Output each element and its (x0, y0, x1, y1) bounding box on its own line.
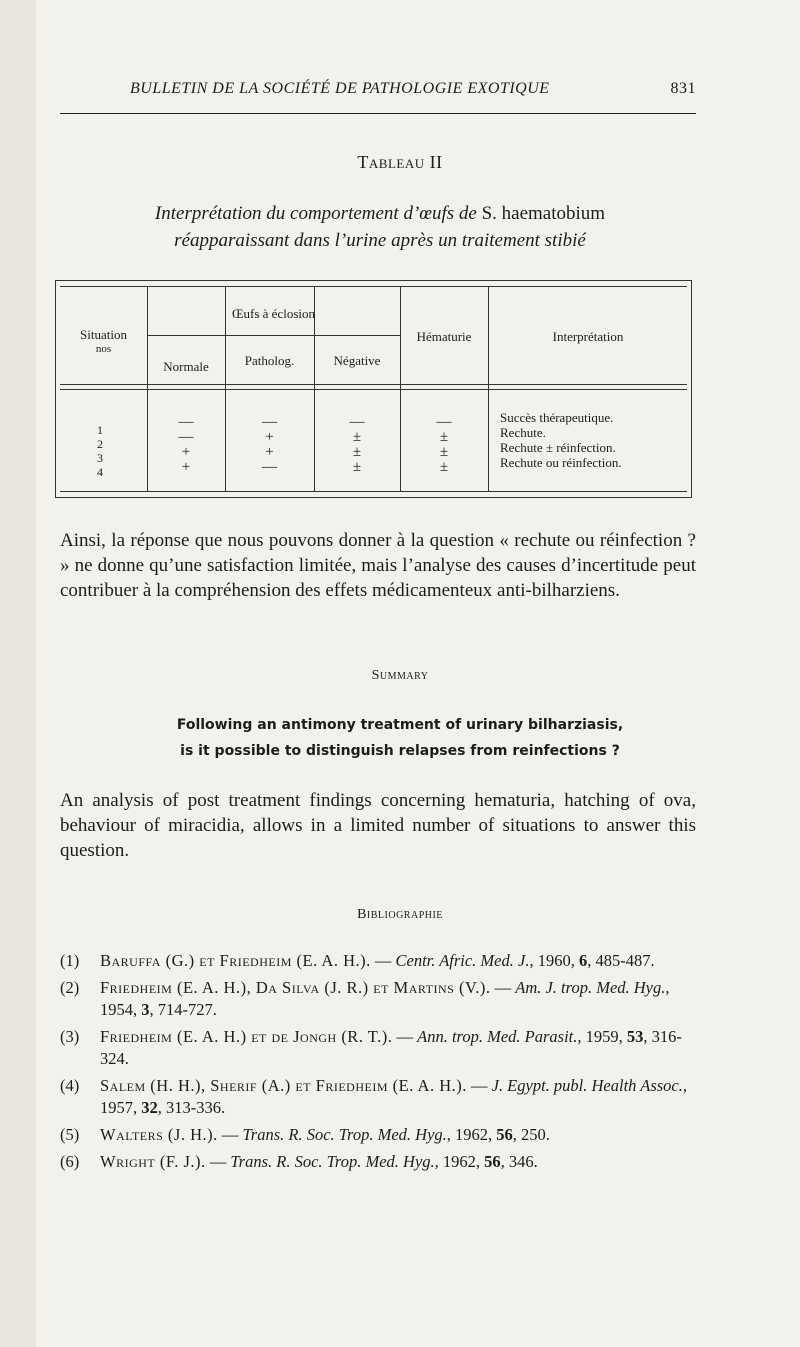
col-hematurie: — ± ± ± (436, 414, 452, 475)
reference-item: (4) Salem (H. H.), Sherif (A.) et Friedheim (E. A. H.). — J. Egypt. publ. Health Assoc., 1957, 32, 313-336. (60, 1076, 687, 1117)
table-row: 2 (97, 437, 103, 451)
running-title: BULLETIN DE LA SOCIÉTÉ DE PATHOLOGIE EXOTIQUE (130, 80, 550, 97)
caption-part1: Interprétation du comportement d’œufs de (154, 203, 482, 224)
table-row: 1 (97, 423, 103, 437)
col-normale: — — + + (178, 414, 194, 475)
row-numbers (80, 423, 120, 479)
col-interpretation: Succès thérapeutique. Rechute. Rechute ± réinfection. Rechute ou réinfection. (500, 410, 622, 470)
interpretation-table (55, 280, 692, 498)
summary-paragraph: An analysis of post treatment findings concerning hematuria, hatching of ova, behaviour of miracidia, allows in a limited number of situations to answer this question. (60, 790, 696, 861)
table-row: 4 (97, 465, 103, 479)
reference-item: (2) Friedheim (E. A. H.), Da Silva (J. R.) et Martins (V.). — Am. J. trop. Med. Hyg., 1954, 3, 714-727. (60, 978, 670, 1019)
col-negative: — ± ± ± (349, 414, 365, 475)
header-situation: Situation nos (80, 327, 127, 355)
header-normale: Normale (163, 359, 209, 374)
caption-part2: réapparaissant dans l’urine après un traitement stibié (174, 230, 586, 251)
bibliography-list (60, 950, 700, 1178)
col-patholog: — + + — (262, 414, 277, 475)
summary-question: Following an antimony treatment of urinary bilharziasis, is it possible to distinguish relapses from reinfections ? (176, 717, 624, 759)
header-oeufs: Œufs à éclosion (231, 306, 316, 321)
header-hematurie: Hématurie (416, 329, 472, 344)
header-negative: Négative (333, 353, 381, 368)
summary-title: Summary (371, 668, 429, 683)
bibliography-title: Bibliographie (357, 907, 443, 922)
table-row: 3 (97, 451, 103, 465)
table-caption (60, 200, 700, 254)
reference-item: (5) Walters (J. H.). — Trans. R. Soc. Trop. Med. Hyg., 1962, 56, 250. (60, 1125, 550, 1144)
reference-item: (3) Friedheim (E. A. H.) et de Jongh (R. T.). — Ann. trop. Med. Parasit., 1959, 53, 316-324. (60, 1027, 682, 1068)
caption-species: S. haematobium (481, 203, 606, 224)
page-number: 831 (670, 80, 696, 97)
header-patholog: Patholog. (244, 353, 295, 368)
table-title: Tableau II (357, 152, 443, 172)
reference-item: (1) Baruffa (G.) et Friedheim (E. A. H.). — Centr. Afric. Med. J., 1960, 6, 485-487. (60, 951, 655, 970)
reference-item: (6) Wright (F. J.). — Trans. R. Soc. Trop. Med. Hyg., 1962, 56, 346. (60, 1152, 538, 1171)
header-rule (60, 113, 696, 114)
running-header (130, 80, 696, 98)
header-interpretation: Interprétation (552, 329, 624, 344)
conclusion-paragraph: Ainsi, la réponse que nous pouvons donner à la question « rechute ou réinfection ? » ne donne qu’une satisfaction limitée, mais l’analyse des causes d’incertitude peut contribuer à la compréhension des effets médicamenteux anti-bilharziens. (60, 530, 696, 601)
